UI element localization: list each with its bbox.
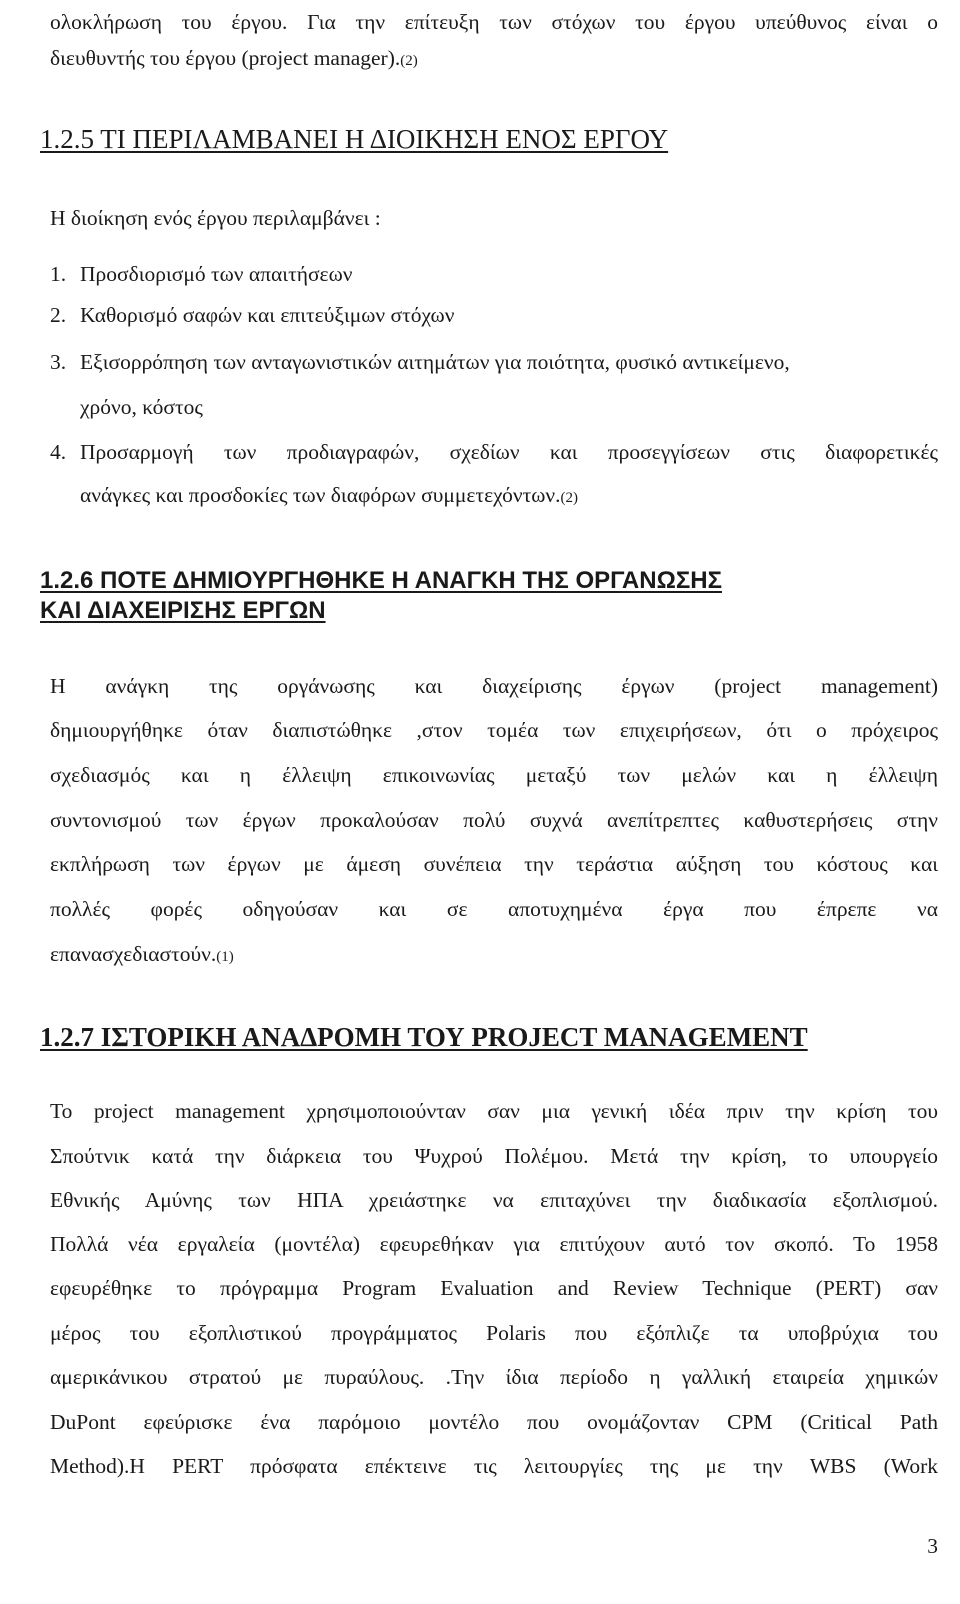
section-126-last-line: επανασχεδιαστούν.(1)	[50, 942, 234, 966]
section-126-line-2: δημιουργήθηκε όταν διαπιστώθηκε ,στον τομέα των επιχειρήσεων, ότι ο πρόχειρος	[50, 718, 938, 742]
section-127-line-4: Πολλά νέα εργαλεία (μοντέλα) εφευρεθήκαν για επιτύχουν αυτό τον σκοπό. Το 1958	[50, 1232, 938, 1256]
section-127-heading: 1.2.7 ΙΣΤΟΡΙΚΗ ΑΝΑΔΡΟΜΗ ΤΟΥ PROJECT MANAGEMENT	[40, 1022, 808, 1052]
list-item-2: 2. Καθορισμό σαφών και επιτεύξιμων στόχων	[50, 303, 455, 327]
list-item-4-cont: ανάγκες και προσδοκίες των διαφόρων συμμετεχόντων.(2)	[80, 483, 579, 507]
intro-line-2	[50, 44, 418, 75]
list-item-3: 3. Εξισορρόπηση των ανταγωνιστικών αιτημάτων για ποιότητα, φυσικό αντικείμενο,	[50, 350, 790, 374]
section-126-line-5: εκπλήρωση των έργων με άμεση συνέπεια την τεράστια αύξηση του κόστους και	[50, 852, 938, 876]
section-127-line-9: Method).Η PERT πρόσφατα επέκτεινε τις λειτουργίες της με την WBS (Work	[50, 1454, 938, 1478]
section-127-line-8: DuPont εφεύρισκε ένα παρόμοιο μοντέλο που ονομάζονταν CPM (Critical Path	[50, 1410, 938, 1434]
list-item-4: 4. Προσαρμογή των προδιαγραφών, σχεδίων και προσεγγίσεων στις διαφορετικές	[50, 440, 938, 464]
citation-ref: (2)	[400, 53, 418, 69]
page-number: 3	[927, 1534, 938, 1558]
section-126-line-1: Η ανάγκη της οργάνωσης και διαχείρισης έργων (project management)	[50, 674, 938, 698]
section-125-lead: Η διοίκηση ενός έργου περιλαμβάνει :	[50, 206, 381, 230]
section-126-line-6: πολλές φορές οδηγούσαν και σε αποτυχημένα έργα που έπρεπε να	[50, 897, 938, 921]
section-127-line-1: Το project management χρησιμοποιούνταν σαν μια γενική ιδέα πριν την κρίση του	[50, 1099, 938, 1123]
section-126-heading-line-2: ΚΑΙ ΔΙΑΧΕΙΡΙΣΗΣ ΕΡΓΩΝ	[40, 597, 326, 624]
intro-line-1: ολοκλήρωση του έργου. Για την επίτευξη των στόχων του έργου υπεύθυνος είναι ο	[50, 10, 938, 34]
section-126-heading-line-1: 1.2.6 ΠΟΤΕ ΔΗΜΙΟΥΡΓΗΘΗΚΕ Η ΑΝΑΓΚΗ ΤΗΣ ΟΡΓΑΝΩΣΗΣ	[40, 567, 722, 594]
section-126-line-3: σχεδιασμός και η έλλειψη επικοινωνίας μεταξύ των μελών και η έλλειψη	[50, 763, 938, 787]
intro-line-2-text: διευθυντής του έργου (project manager).	[50, 46, 401, 70]
list-item-1: 1. Προσδιορισμό των απαιτήσεων	[50, 262, 353, 286]
section-127-line-5: εφευρέθηκε το πρόγραμμα Program Evaluation and Review Technique (PERT) σαν	[50, 1276, 938, 1300]
list-item-3-cont: χρόνο, κόστος	[80, 395, 203, 419]
section-125-heading: 1.2.5 ΤΙ ΠΕΡΙΛΑΜΒΑΝΕΙ Η ΔΙΟΙΚΗΣΗ ΕΝΟΣ ΕΡΓΟΥ	[40, 124, 669, 154]
section-127-line-2: Σπούτνικ κατά την διάρκεια του Ψυχρού Πολέμου. Μετά την κρίση, το υπουργείο	[50, 1144, 938, 1168]
section-127-line-6: μέρος του εξοπλιστικού προγράμματος Polaris που εξόπλιζε τα υποβρύχια του	[50, 1321, 938, 1345]
section-127-line-3: Εθνικής Αμύνης των ΗΠΑ χρειάστηκε να επιταχύνει την διαδικασία εξοπλισμού.	[50, 1188, 938, 1212]
section-126-line-4: συντονισμού των έργων προκαλούσαν πολύ συχνά ανεπίτρεπτες καθυστερήσεις στην	[50, 808, 938, 832]
section-127-line-7: αμερικάνικου στρατού με πυραύλους. .Την ίδια περίοδο η γαλλική εταιρεία χημικών	[50, 1365, 938, 1389]
